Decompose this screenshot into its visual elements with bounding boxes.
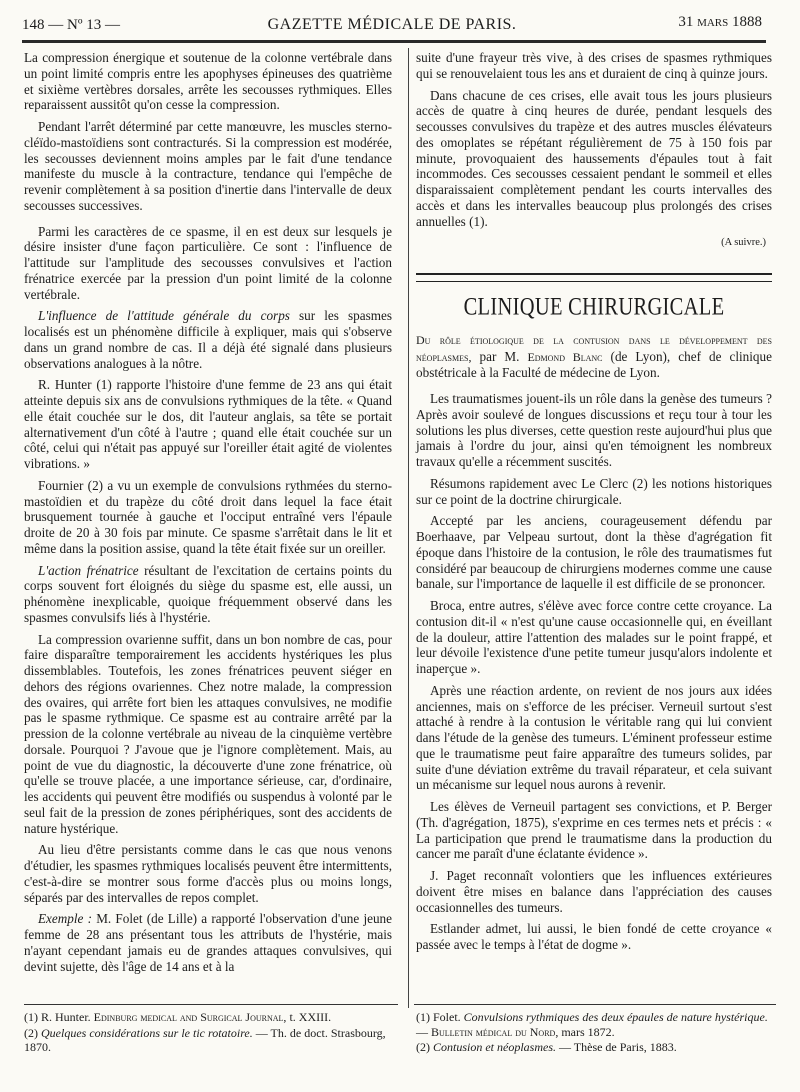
footnote-title: Convulsions rythmiques des deux épaules de nature hystérique.	[463, 1010, 768, 1024]
footnote	[24, 1026, 394, 1055]
footnote-text: — Th. de doct. Strasbourg, 1870.	[24, 1025, 386, 1054]
article-author: Edmond Blanc	[527, 349, 603, 364]
footnote-marker: (2)	[24, 1025, 41, 1040]
paragraph: Les élèves de Verneuil partagent ses convictions, et P. Berger (Th. d'agrégation, 1875), s'exprime en ces termes nets et précis : « La participation que prend le traumatisme dans la production du cancer me paraît d'une éclatante évidence ».	[416, 799, 772, 862]
article-title: Du rôle étiologique de la contusion dans le développement des néoplasmes,	[416, 332, 772, 364]
footnote-text: mars 1872.	[558, 1024, 615, 1039]
section-title: CLINIQUE CHIRURGICALE	[463, 293, 725, 321]
footnote-journal: Edinburg medical and Surgical Journal,	[93, 1010, 287, 1024]
footnotes-left	[24, 1010, 394, 1056]
paragraph: Estlander admet, lui aussi, le bien fondé de cette croyance « passée avec le temps à l'état de dogme ».	[416, 921, 772, 952]
paragraph-text: sur les spasmes localisés est un phénomène difficile à expliquer, mais qui s'observe dans un grand nombre de cas. Il a déjà été signalé dans plusieurs observations analogues à la nôtre.	[24, 308, 392, 371]
header-rule	[22, 40, 766, 43]
italic-term: L'influence de l'attitude générale du corps	[38, 308, 290, 324]
paragraph: Après une réaction ardente, on revient de nos jours aux idées anciennes, mais on s'efforce de les préciser. Verneuil surtout s'est attaché à rendre à la contusion le véritable rang qui lui convient dans l'étude de la genèse des tumeurs. L'éminent professeur estime que le traumatisme peut faire apparaître des tumeurs solides, par suite d'une déviation extrême du travail réparateur, et cela suivant un mécanisme sur lequel nous aurons à revenir.	[416, 682, 772, 793]
footnote-rule	[24, 1004, 398, 1005]
footnote-text: —	[416, 1024, 431, 1039]
footnote-title: Quelques considérations sur le tic rotatoire.	[41, 1025, 253, 1040]
right-column	[416, 50, 772, 959]
paragraph-text: M. Folet (de Lille) a rapporté l'observation d'une jeune femme de 28 ans présentant tous les attributs de l'hystérie, mais n'ayant cependant jamais eu de grandes attaques convulsives, qui devint sujette, dès l'âge de 14 ans et à la	[24, 911, 392, 974]
article-affiliation: (de Lyon), chef de clinique obstétricale à la Faculté de médecine de Lyon.	[416, 348, 772, 381]
footnotes-right	[416, 1010, 774, 1056]
footnote-title: Contusion et néoplasmes.	[433, 1040, 556, 1054]
footnote-marker: (1) R. Hunter.	[24, 1010, 94, 1024]
paragraph: R. Hunter (1) rapporte l'histoire d'une femme de 23 ans qui était atteinte depuis six ans de convulsions rythmiques de la tête. « Quand elle était couchée sur le dos, dit l'auteur anglais, sa tête se portait alternativement d'un côté à l'autre ; quand elle était couchée sur un côté, celui qui n'était pas appuyé sur l'oreiller était agité de violentes vibrations. »	[24, 377, 392, 471]
paragraph	[24, 563, 392, 626]
paragraph: Fournier (2) a vu un exemple de convulsions rythmées du sterno-mastoïdien et du trapèze du côté droit dans lequel la face était brusquement tournée à gauche et l'occiput entraîné vers l'épaule droite de 20 à 30 fois par minute. Ce spasme s'arrêtait dans le lit et même dans la position assise, quand la tête était fixée sur un oreiller.	[24, 477, 392, 556]
italic-term: L'action frénatrice	[38, 562, 139, 578]
page-number: 148 — Nº 13 —	[22, 17, 120, 33]
paragraph: Accepté par les anciens, courageusement défendu par Boerhaave, par Velpeau surtout, dont la thèse d'agrégation fit époque dans l'histoire de la contusion, le rôle des traumatismes fut considéré par beaucoup de chirurgiens modernes comme une cause banale, sur l'importance de laquelle il est difficile de se prononcer.	[416, 513, 772, 592]
footnote	[24, 1010, 394, 1025]
journal-title: GAZETTE MÉDICALE DE PARIS.	[267, 16, 517, 33]
footnote-text: — Thèse de Paris, 1883.	[556, 1040, 677, 1054]
running-header	[22, 14, 762, 40]
footnote	[416, 1040, 774, 1055]
footnote-rule	[414, 1004, 776, 1005]
paragraph: La compression ovarienne suffit, dans un bon nombre de cas, pour faire disparaître temporairement les accidents hystériques les plus dissemblables. Toutefois, les zones frénatrices peuvent siéger en dehors des régions ovariennes. Chez notre malade, la compression des ovaires, qui arrête fort bien les attaques convulsives, ne modifie pas le spasme rythmique. Ce spasme est au contraire arrêté par la pression de la colonne vertébrale au niveau de la cinquième vertèbre dorsale. Pourquoi ? J'avoue que je l'ignore complètement. Mais, au point de vue du diagnostic, la découverte d'une zone frénatrice, où qu'elle se trouve placée, a une importance sérieuse, car, d'ordinaire, les accidents qui peuvent être modifiés ou suspendus à volonté par le seul fait de la pression de zones périphériques, sont des accidents de nature hystérique.	[24, 631, 392, 836]
paragraph: Parmi les caractères de ce spasme, il en est deux sur lesquels je désire insister d'une façon particulière. Ce sont : l'influence de l'attitude sur l'amplitude des secousses convulsives et l'action frénatrice exercée par la pression d'un point limité de la colonne vertébrale.	[24, 223, 392, 302]
paragraph: Les traumatismes jouent-ils un rôle dans la genèse des tumeurs ? Après avoir soulevé de longues discussions et reçu tour à tour les solutions les plus diverses, cette question reste aujourd'hui plus que jamais à l'ordre du jour, ainsi qu'en témoignent les nombreux travaux qu'elle a récemment suscités.	[416, 391, 772, 469]
issue-date: 31 mars 1888	[678, 14, 762, 30]
to-be-continued: (A suivre.)	[721, 237, 766, 249]
footnote	[416, 1010, 774, 1039]
section-rule	[416, 273, 772, 282]
paragraph	[24, 911, 392, 974]
footnote-text: t. XXIII.	[286, 1010, 332, 1024]
footnote-journal: Bulletin médical du Nord,	[431, 1024, 559, 1039]
paragraph: La compression énergique et soutenue de la colonne vertébrale dans un point limité compris entre les apophyses épineuses des quatrième et sixième vertèbres dorsales, arrête les secousses rythmiques. Elles reparaissent aussitôt qu'on cesse la compression.	[24, 50, 392, 113]
paragraph	[24, 308, 392, 371]
footnote-marker: (1) Folet.	[416, 1010, 464, 1024]
column-divider	[408, 48, 409, 1008]
footnote-marker: (2)	[416, 1040, 433, 1054]
paragraph: Dans chacune de ces crises, elle avait tous les jours plusieurs accès de quatre à cinq heures de durée, pendant lesquels des secousses convulsives du trapèze et des autres muscles élévateurs des omoplates se répétant régulièrement de 75 à 150 fois par minute, provoquaient des haussements d'épaules tout à fait incommodes. Ces secousses cessaient pendant le sommeil et elles disparaissaient complètement pendant les courts intervalles des accès et dans les intervalles beaucoup plus prolongés des crises annuelles (1).	[416, 87, 772, 229]
paragraph: Résumons rapidement avec Le Clerc (2) les notions historiques sur ce point de la doctrine chirurgicale.	[416, 475, 772, 507]
paragraph: J. Paget reconnaît volontiers que les influences extérieures doivent être mises en balance dans l'appréciation des causes occasionnelles des tumeurs.	[416, 868, 772, 915]
paragraph: Au lieu d'être persistants comme dans le cas que nous venons d'étudier, les spasmes rythmiques localisés peuvent être intermittents, c'est-à-dire se montrer sous forme d'accès plus ou moins longs, séparés par des intervalles de repos complet.	[24, 842, 392, 905]
paragraph: Broca, entre autres, s'élève avec force contre cette croyance. La contusion dit-il « n'est qu'une cause occasionnelle qui, en éveillant de la douleur, attire l'attention des malades sur le point frappé, et leur dévoile l'existence d'une petite tumeur jusqu'alors indolente et inaperçue ».	[416, 598, 772, 676]
left-column	[24, 50, 392, 980]
paragraph: suite d'une frayeur très vive, à des crises de spasmes rythmiques qui se renouvelaient tous les ans et duraient de cinq à quinze jours.	[416, 50, 772, 81]
paragraph-text: résultant de l'excitation de certains points du corps souvent fort éloignés du siège du spasme est, elle aussi, un phénomène inexplicable, quoique fréquemment observé dans les spasmes convulsifs liés à l'hystérie.	[24, 562, 392, 625]
article-heading	[416, 332, 772, 381]
paragraph: Pendant l'arrêt déterminé par cette manœuvre, les muscles sterno-cléïdo-mastoïdiens sont contracturés. Si la compression est modérée, les secousses deviennent moins amples par le fait d'une tendance manifeste du muscle à la contracture, tendance qui l'empêche de revenir complètement à sa position d'inertie dans l'intervalle de deux secousses successives.	[24, 119, 392, 213]
article-byline-prefix: par M.	[471, 348, 528, 364]
italic-term: Exemple :	[38, 911, 92, 927]
